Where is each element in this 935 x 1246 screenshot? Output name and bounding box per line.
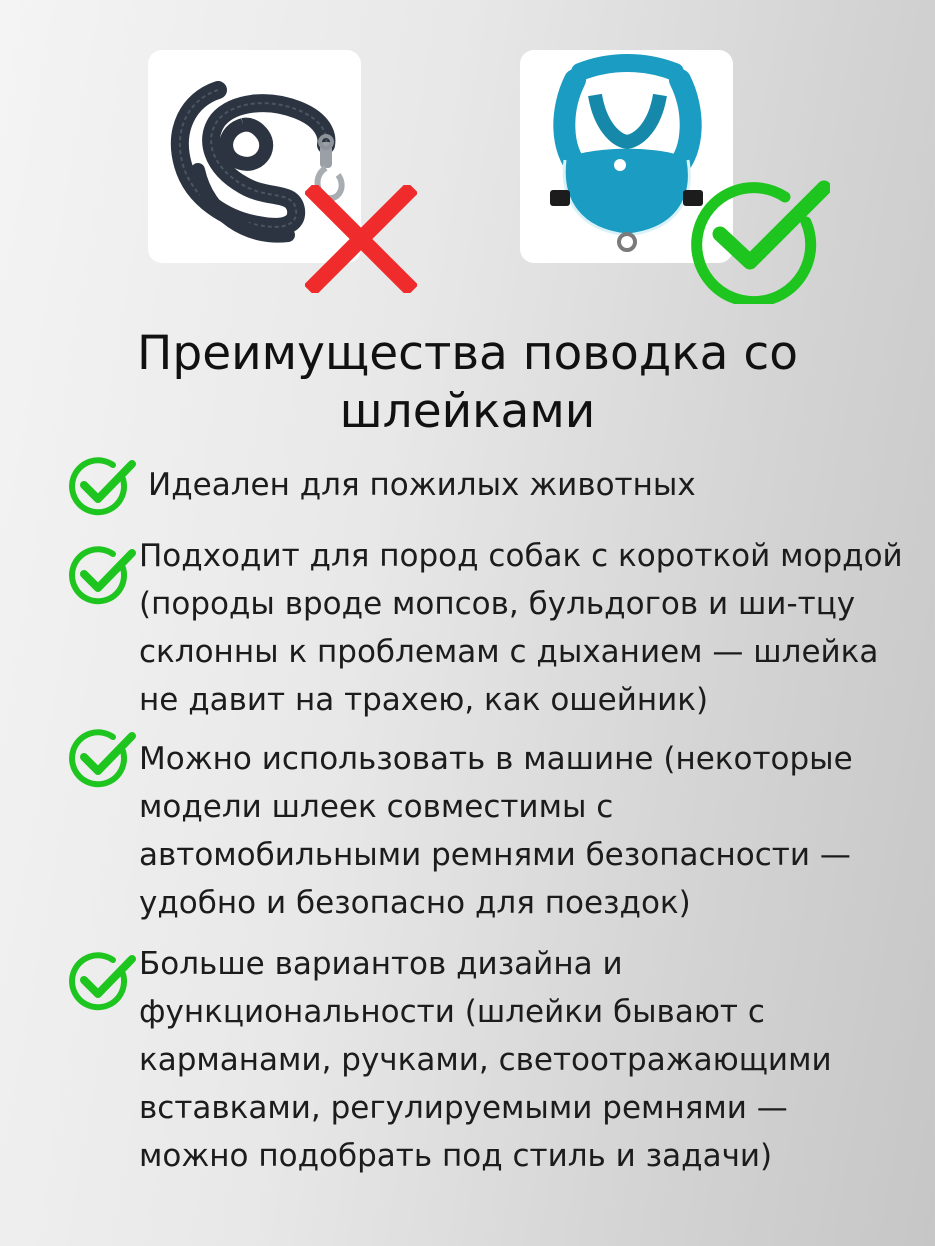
- check-icon: [68, 727, 136, 789]
- check-icon: [68, 544, 136, 606]
- benefit-text: Больше вариантов дизайна и функциональности (шлейки бывают с карманами, ручками, светоотражающими вставками, регулируемыми ремнями — можно подобрать под стиль и задачи): [139, 946, 832, 1174]
- benefit-text: Идеален для пожилых животных: [148, 467, 696, 503]
- green-check-icon: [688, 174, 830, 304]
- benefit-text: Подходит для пород собак с короткой мордой (породы вроде мопсов, бульдогов и ши-тцу склонны к проблемам с дыханием — шлейка не давит на трахею, как ошейник): [139, 538, 903, 718]
- page-title: [0, 325, 935, 441]
- check-icon: [68, 455, 136, 517]
- red-cross-icon: [305, 185, 417, 293]
- title-line-2: шлейками: [339, 384, 596, 439]
- check-icon: [68, 950, 136, 1012]
- title-line-1: Преимущества поводка со: [137, 326, 798, 381]
- benefit-text: Можно использовать в машине (некоторые модели шлеек совместимы с автомобильными ремнями безопасности — удобно и безопасно для поездок): [139, 741, 853, 921]
